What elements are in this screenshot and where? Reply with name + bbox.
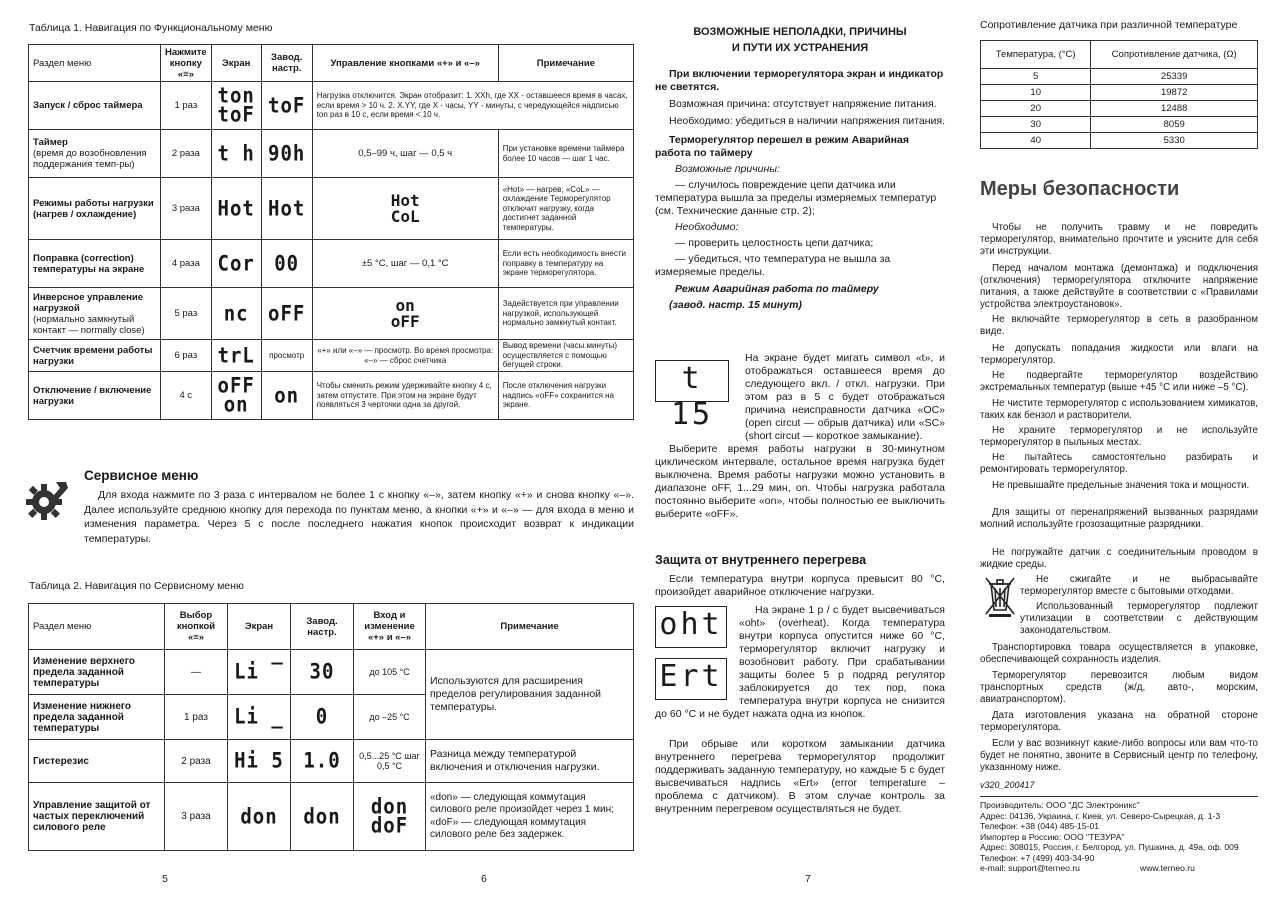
row-control-display: on oFF [312, 288, 498, 340]
trouble-p6: — случилось повреждение цепи датчика или температура вышла за пределы измеряемых температур (см. Технические данные стр. 2); [655, 179, 937, 217]
trouble-p3: Необходимо: убедиться в наличии напряжения питания. [669, 115, 946, 127]
row-note: После отключения нагрузки надпись «oFF» сохранится на экране. [498, 372, 633, 420]
table-row [29, 783, 634, 851]
row-factory-display: toF [261, 79, 312, 132]
row-factory-display: 00 [261, 237, 312, 290]
footer-email: e-mail: support@terneo.ru [980, 863, 1080, 873]
row-section: Инверсное управление нагрузкой (нормально замкнутый контакт — normally close) [29, 288, 161, 340]
row-control-display: don doF [354, 779, 426, 854]
row-screen-display: Hi 5 [228, 737, 291, 784]
table-row [29, 372, 634, 420]
resistance-caption: Сопротивление датчика при различной температуре [980, 19, 1238, 31]
safety-p: Если у вас возникнут какие-либо вопросы или вам что-то будет не понятно, звоните в Сервисный центр по телефону, указанному ниже. [980, 738, 1258, 773]
row-factory-display: 90h [261, 127, 312, 180]
row-section: Режимы работы нагрузки (нагрев / охлаждение) [29, 178, 161, 240]
row-press: 2 раза [165, 740, 228, 783]
safety-p: Терморегулятор перевозится любым видом транспортных средств (ж/д, авто-, морским, авиатранспортом). [980, 670, 1258, 705]
row-note: Используются для расширения пределов регулирования заданной температуры. [426, 650, 634, 740]
trouble-p10: Режим Аварийная работа по таймеру [675, 283, 879, 295]
safety-p: Использованный терморегулятор подлежит утилизации в соответствии с действующим законодательством. [1020, 601, 1258, 636]
trouble-p5: Возможные причины: [675, 163, 780, 175]
page-number: 6 [481, 873, 487, 885]
row-control: 0,5–99 ч, шаг — 0,5 ч [312, 130, 498, 178]
row-control: ±5 °C, шаг — 0,1 °C [312, 240, 498, 288]
footer-contacts: Производитель: ООО "ДС Электроникс" Адрес: 04136, Украина, г. Киев, ул. Северо-Сырецкая, д. 1-3 Телефон: +38 (044) 485-15-01 Импортер в Россию: ООО "ТЕЗУРА" Адрес: 308015, Россия, г. Белгород, ул. Пушкина, д. 49а, оф. 009 Телефон: +7 (499) 403-34-90 e-mail: support@terneo.ru www.terneo.ru [980, 800, 1239, 873]
safety-p: Не допускать попадания жидкости или влаги на терморегулятор. [980, 343, 1258, 366]
row-section: Управление защитой от частых переключений силового реле [29, 783, 165, 851]
row-note: «Hot» — нагрев, «CoL» — охлаждение Терморегулятор отключит нагрузку, когда достигнет заданной температуры. [498, 178, 633, 240]
row-screen-display: nc [211, 285, 261, 342]
trouble-p8: — проверить целостность цепи датчика; [675, 237, 874, 249]
row-section: Счетчик времени работы нагрузки [29, 340, 161, 372]
safety-p: Не храните терморегулятор и не используйте терморегулятор в пыльных местах. [980, 425, 1258, 448]
table-row [29, 178, 634, 240]
t1-h-press: Нажмите кнопку «≡» [161, 45, 212, 82]
table-row: 10 19872 [981, 85, 1258, 101]
row-control: до 105 °C [354, 650, 426, 695]
safety-p: Транспортировка товара осуществляется в упаковке, обеспечивающей сохранность изделия. [980, 642, 1258, 665]
trouble-p1: При включении терморегулятора экран и индикатор не светятся. [655, 68, 944, 93]
row-screen-display: Cor [211, 237, 261, 290]
row-screen-display: t h [211, 127, 261, 180]
safety-p: Не пытайтесь самостоятельно разбирать и ремонтировать терморегулятор. [980, 452, 1258, 475]
table1-caption: Таблица 1. Навигация по Функциональному меню [29, 22, 273, 34]
row-factory-display: Hot [261, 174, 312, 242]
service-text: Для входа нажмите по 3 раза с интервалом не более 1 с кнопку «–», затем кнопку «+» и снова кнопку «–». Далее используйте среднюю кнопку для перехода по пунктам меню, а кнопки «+» и «–» — для входа в меню и изменения параметра. Через 5 с после последнего нажатия кнопок происходит возврат к индикации температуры. [84, 489, 634, 545]
row-section: Гистерезис [29, 740, 165, 783]
safety-p: Дата изготовления указана на обратной стороне терморегулятора. [980, 710, 1258, 733]
table1 [28, 44, 634, 420]
row-factory-display: don [291, 779, 354, 854]
t1-h-screen: Экран [211, 45, 261, 82]
trouble-p9: — убедиться, что температура не вышла за измеряемые пределы. [655, 253, 891, 278]
footer-divider [980, 796, 1258, 797]
row-note: Разница между температурой включения и отключения нагрузки. [426, 740, 634, 783]
trouble-p7: Необходимо: [675, 221, 739, 233]
t1-h-control: Управление кнопками «+» и «–» [312, 45, 498, 82]
row-screen-display: oFF on [211, 369, 261, 422]
row-section: Отключение / включение нагрузки [29, 372, 161, 420]
table2 [28, 603, 634, 851]
table-row [29, 240, 634, 288]
safety-p: Не чистите терморегулятор с использованием химикатов, таких как бензол и растворители. [980, 398, 1258, 421]
row-control-display: Hot CoL [312, 178, 498, 240]
safety-p: Для защиты от перенапряжений вызванных разрядами молний используйте грозозащитные разрядники. [980, 507, 1258, 530]
row-press: 6 раз [161, 340, 212, 372]
safety-p: Не сжигайте и не выбрасывайте терморегулятор вместе с бытовыми отходами. [1020, 574, 1258, 597]
t2-h-note: Примечание [426, 604, 634, 650]
lcd-ert-display: Ert [655, 658, 727, 700]
overheat-p2: На экране 1 р / с будет высвечиваться «oht» (overheat). Когда температура внутри корпуса опустится ниже 60 °C, терморегулятор включит нагрузку и возобновит работу. При срабатывании защиты более 5 р подряд регулятор заблокируется до тех пор, пока температура внутри корпуса не снизится до 60 °C и не будет нажата одна из кнопок. [655, 604, 945, 720]
overheat-p3: При обрыве или коротком замыкании датчика внутреннего перегрева терморегулятор продолжит поддерживать заданную температуру, но каждые 5 с будет высвечиваться надпись «Ert» (error temperature – проблема с датчиком). В этом случае контроль за внутренним перегревом осуществляться не будет. [655, 738, 945, 815]
safety-p: Не включайте терморегулятор в сеть в разобранном виде. [980, 314, 1258, 337]
row-press: 2 раза [161, 130, 212, 178]
lcd-oht-display: oht [655, 606, 727, 648]
version-label: v320_200417 [980, 780, 1035, 790]
safety-title: Меры безопасности [980, 178, 1180, 200]
row-control: Нагрузка отключится. Экран отобразит: 1. XXh, где XX - оставшееся время в часах, если время > 10 ч. 2. X.YY, где X - часы, YY - минуты, с чередующейся надписью ton раз в 10 с, если время < 10 ч. [312, 82, 633, 130]
row-press: 1 раз [161, 82, 212, 130]
table-row [29, 740, 634, 783]
table-row: 30 8059 [981, 117, 1258, 133]
row-press: 1 раз [165, 695, 228, 740]
row-factory-display: oFF [261, 285, 312, 342]
row-press: 3 раза [165, 783, 228, 851]
row-screen-display: don [228, 779, 291, 854]
t2-h-press: Выбор кнопкой «≡» [165, 604, 228, 650]
overheat-title: Защита от внутреннего перегрева [655, 553, 867, 567]
row-factory: просмотр [261, 340, 312, 372]
row-screen-display: Li _ [228, 692, 291, 742]
row-press: 4 с [161, 372, 212, 420]
row-factory-display: on [261, 369, 312, 422]
row-press: 4 раза [161, 240, 212, 288]
t1-h-section: Раздел меню [29, 45, 161, 82]
safety-p: Не подвергайте терморегулятор воздействию экстремальных температур (выше +45 °C или ниже –5 °C). [980, 370, 1258, 393]
table-row [29, 288, 634, 340]
row-factory-display: 30 [291, 647, 354, 697]
table2-caption: Таблица 2. Навигация по Сервисному меню [29, 580, 244, 592]
trouble-p11: (завод. настр. 15 минут) [669, 299, 802, 311]
safety-p: Перед началом монтажа (демонтажа) и подключения (отключения) терморегулятора отключите напряжение питания, а также действуйте в соответствии с «Правилами устройства электроустановок». [980, 263, 1258, 310]
t2-h-control: Вход и изменение «+» и «–» [354, 604, 426, 650]
res-h-ohm: Сопротивление датчика, (Ω) [1091, 41, 1258, 69]
table-row [29, 82, 634, 130]
safety-p: Чтобы не получить травму и не повредить терморегулятор, внимательно прочтите и уясните для себя эти инструкции. [980, 222, 1258, 257]
service-title: Сервисное меню [84, 468, 199, 483]
safety-p: Не погружайте датчик с соединительным проводом в жидкие среды. [980, 547, 1258, 570]
table-row: 40 5330 [981, 133, 1258, 149]
table-row [29, 650, 634, 695]
waste-bin-crossed-icon [983, 574, 1017, 618]
trouble-title: ВОЗМОЖНЫЕ НЕПОЛАДКИ, ПРИЧИНЫ И ПУТИ ИХ УСТРАНЕНИЯ [693, 26, 907, 54]
res-h-temp: Температура, (°C) [981, 41, 1091, 69]
table-row [29, 130, 634, 178]
row-section: Запуск / сброс таймера [29, 82, 161, 130]
row-control: 0,5...25 °C шаг 0,5 °C [354, 740, 426, 783]
t2-h-section: Раздел меню [29, 604, 165, 650]
t2-h-factory: Завод. настр. [291, 604, 354, 650]
row-note: Задействуется при управлении нагрузкой, использующей нормально замкнутый контакт. [498, 288, 633, 340]
trouble-p2: Возможная причина: отсутствует напряжение питания. [669, 98, 937, 110]
row-control: «+» или «–» — просмотр. Во время просмотра: «–» — сброс счетчика [312, 340, 498, 372]
row-section: Таймер (время до возобновления поддержания темп-ры) [29, 130, 161, 178]
t2-h-screen: Экран [228, 604, 291, 650]
row-screen-display: Hot [211, 174, 261, 242]
resistance-table [980, 40, 1258, 149]
row-section: Изменение нижнего предела заданной температуры [29, 695, 165, 740]
row-factory-display: 0 [291, 692, 354, 742]
table-row [29, 340, 634, 372]
trouble-p13: Выберите время работы нагрузки в 30-минутном циклическом интервале, остальное время нагрузка будет выключена. Время работы нагрузки можно установить в диапазоне oFF, 1...29 мин, on. Чтобы нагрузка работала постоянно выберите «on», чтобы полностью ее выключить выберите «oFF». [655, 443, 945, 520]
t1-h-note: Примечание [498, 45, 633, 82]
row-note: Если есть необходимость внести поправку в температуру на экране терморегулятора. [498, 240, 633, 288]
trouble-p12a: На экране будет мигать символ «t», и отображаться оставшееся время до следующего вкл. / откл. нагрузки. При этом раз в 5 с будет отображаться причина неисправности датчика «OC» (open circut — обрыв датчика) или «SC» (short circut — короткое замыкание). [745, 352, 945, 442]
row-screen-display: trL [211, 338, 261, 373]
row-screen-display: ton toF [211, 79, 261, 132]
row-control: до –25 °C [354, 695, 426, 740]
row-section: Поправка (correction) температуры на экране [29, 240, 161, 288]
row-screen-display: Li ‾ [228, 647, 291, 697]
row-control: Чтобы сменить режим удерживайте кнопку 4 с, затем отпустите. При этом на экране будут появляться 3 черточки одна за другой. [312, 372, 498, 420]
t1-h-factory: Завод. настр. [261, 45, 312, 82]
row-note: «don» — следующая коммутация силового реле произойдет через 1 мин; «doF» — следующая коммутация силового реле без задержек. [426, 783, 634, 851]
safety-p: Не превышайте предельные значения тока и мощности. [992, 480, 1250, 491]
row-press: 3 раза [161, 178, 212, 240]
row-press: — [165, 650, 228, 695]
row-note: Вывод времени (часы.минуты) осуществляется с помощью бегущей строки. [498, 340, 633, 372]
gear-wrench-icon [26, 478, 68, 522]
row-note: При установке времени таймера более 10 часов — шаг 1 час. [498, 130, 633, 178]
page-number: 7 [805, 873, 811, 885]
page-number: 5 [162, 873, 168, 885]
row-press: 5 раз [161, 288, 212, 340]
row-section: Изменение верхнего предела заданной температуры [29, 650, 165, 695]
table-row: 20 12488 [981, 101, 1258, 117]
trouble-p4: Терморегулятор перешел в режим Аварийная работа по таймеру [655, 134, 909, 159]
row-factory-display: 1.0 [291, 737, 354, 784]
overheat-p1: Если температура внутри корпуса превысит 80 °C, произойдет аварийное отключение нагрузки. [655, 573, 945, 598]
trouble-body [655, 68, 945, 312]
footer-site: www.terneo.ru [1140, 863, 1195, 873]
lcd-t15-display: t 15 [655, 360, 729, 402]
table-row: 5 25339 [981, 69, 1258, 85]
